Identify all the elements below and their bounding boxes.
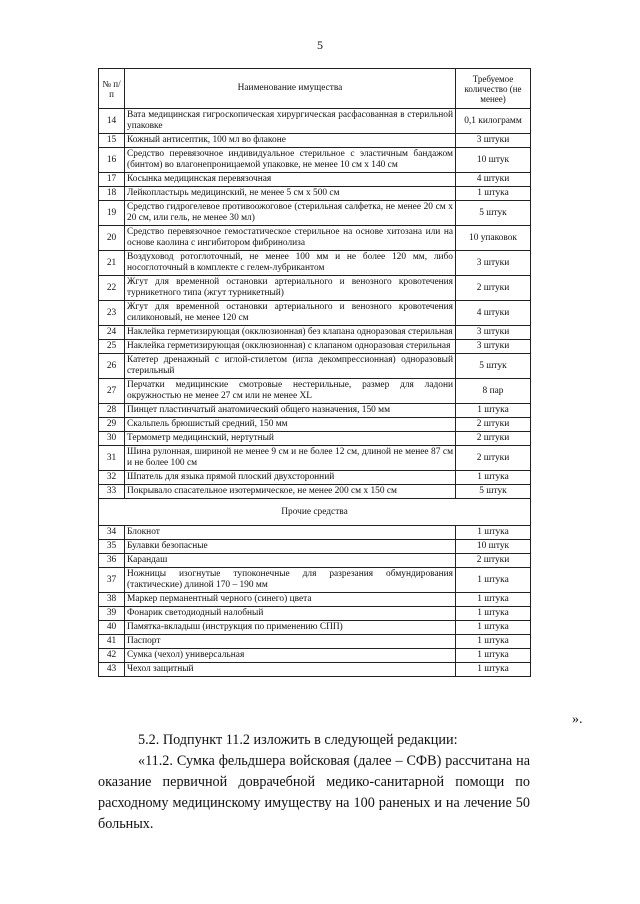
section-row	[99, 499, 531, 526]
table-body-other	[99, 526, 531, 677]
row-number: 34	[99, 526, 125, 540]
row-number: 23	[99, 301, 125, 326]
row-quantity: 5 штук	[456, 485, 531, 499]
row-quantity: 1 штука	[456, 649, 531, 663]
row-number: 42	[99, 649, 125, 663]
table-row	[99, 446, 531, 471]
table-row	[99, 621, 531, 635]
row-quantity: 2 штуки	[456, 276, 531, 301]
row-name: Наклейка герметизирующая (окклюзионная) с клапаном одноразовая стерильная	[125, 340, 456, 354]
row-quantity: 3 штуки	[456, 340, 531, 354]
row-name: Маркер перманентный черного (синего) цвета	[125, 593, 456, 607]
row-quantity: 1 штука	[456, 471, 531, 485]
row-quantity: 10 штук	[456, 540, 531, 554]
row-quantity: 1 штука	[456, 607, 531, 621]
row-quantity: 1 штука	[456, 635, 531, 649]
paragraph-5-2: 5.2. Подпункт 11.2 изложить в следующей редакции:	[138, 732, 458, 748]
row-quantity: 2 штуки	[456, 554, 531, 568]
row-number: 30	[99, 432, 125, 446]
table-row	[99, 379, 531, 404]
row-number: 39	[99, 607, 125, 621]
row-name: Вата медицинская гигроскопическая хирургическая расфасованная в стерильной упаковке	[125, 109, 456, 134]
table-row	[99, 173, 531, 187]
row-number: 19	[99, 201, 125, 226]
row-number: 32	[99, 471, 125, 485]
row-name: Наклейка герметизирующая (окклюзионная) без клапана одноразовая стерильная	[125, 326, 456, 340]
table-body-section	[99, 499, 531, 526]
row-quantity: 1 штука	[456, 526, 531, 540]
row-name: Паспорт	[125, 635, 456, 649]
row-name: Скальпель брюшистый средний, 150 мм	[125, 418, 456, 432]
row-quantity: 3 штуки	[456, 134, 531, 148]
row-number: 16	[99, 148, 125, 173]
paragraph-11-2: «11.2. Сумка фельдшера войсковая (далее – СФВ) рассчитана на оказание первичной доврачебной медико-санитарной помощи по расходному медицинскому имуществу на 100 раненых и на лечение 50 больных.	[98, 753, 530, 832]
row-quantity: 5 штук	[456, 354, 531, 379]
row-name: Карандаш	[125, 554, 456, 568]
row-quantity: 3 штуки	[456, 326, 531, 340]
table-row	[99, 432, 531, 446]
table-body-main	[99, 109, 531, 499]
row-name: Катетер дренажный с иглой-стилетом (игла декомпрессионная) одноразовый стерильный	[125, 354, 456, 379]
row-number: 14	[99, 109, 125, 134]
row-quantity: 1 штука	[456, 593, 531, 607]
table-row	[99, 251, 531, 276]
row-number: 22	[99, 276, 125, 301]
table-row	[99, 301, 531, 326]
header-qty: Требуемое количество (не менее)	[456, 69, 531, 109]
row-number: 24	[99, 326, 125, 340]
row-quantity: 2 штуки	[456, 446, 531, 471]
table-row	[99, 326, 531, 340]
row-number: 29	[99, 418, 125, 432]
table-row	[99, 201, 531, 226]
row-quantity: 1 штука	[456, 187, 531, 201]
table-row	[99, 134, 531, 148]
row-name: Воздуховод ротоглоточный, не менее 100 мм и не более 120 мм, либо носоглоточный в комплекте с гелем-лубрикантом	[125, 251, 456, 276]
row-name: Лейкопластырь медицинский, не менее 5 см х 500 см	[125, 187, 456, 201]
row-name: Шпатель для языка прямой плоский двухсторонний	[125, 471, 456, 485]
row-name: Шина рулонная, шириной не менее 9 см и не более 12 см, длиной не менее 87 см и не более 100 см	[125, 446, 456, 471]
row-name: Покрывало спасательное изотермическое, не менее 200 см х 150 см	[125, 485, 456, 499]
row-quantity: 1 штука	[456, 568, 531, 593]
table-row	[99, 607, 531, 621]
table-header-row	[99, 69, 531, 109]
row-name: Булавки безопасные	[125, 540, 456, 554]
table-row	[99, 187, 531, 201]
row-quantity: 4 штуки	[456, 301, 531, 326]
table-row	[99, 148, 531, 173]
table-row	[99, 635, 531, 649]
row-number: 40	[99, 621, 125, 635]
closing-quote: ».	[572, 712, 583, 727]
table-row	[99, 109, 531, 134]
row-name: Кожный антисептик, 100 мл во флаконе	[125, 134, 456, 148]
property-table	[98, 68, 531, 677]
row-name: Ножницы изогнутые тупоконечные для разрезания обмундирования (тактические) длиной 170 – 190 мм	[125, 568, 456, 593]
table-row	[99, 649, 531, 663]
row-number: 21	[99, 251, 125, 276]
table-row	[99, 340, 531, 354]
row-number: 37	[99, 568, 125, 593]
header-num: № п/п	[99, 69, 125, 109]
row-number: 43	[99, 663, 125, 677]
table-row	[99, 568, 531, 593]
table-row	[99, 418, 531, 432]
table-row	[99, 404, 531, 418]
row-quantity: 0,1 килограмм	[456, 109, 531, 134]
row-number: 35	[99, 540, 125, 554]
row-name: Пинцет пластинчатый анатомический общего назначения, 150 мм	[125, 404, 456, 418]
table-row	[99, 663, 531, 677]
table-row	[99, 485, 531, 499]
row-name: Косынка медицинская перевязочная	[125, 173, 456, 187]
row-name: Средство перевязочное индивидуальное стерильное с эластичным бандажом (бинтом) во влагонепроницаемой упаковке, не менее 10 см х 140 см	[125, 148, 456, 173]
row-number: 33	[99, 485, 125, 499]
row-number: 36	[99, 554, 125, 568]
row-number: 26	[99, 354, 125, 379]
table-row	[99, 540, 531, 554]
row-name: Термометр медицинский, нертутный	[125, 432, 456, 446]
table-row	[99, 593, 531, 607]
row-quantity: 8 пар	[456, 379, 531, 404]
page-number: 5	[317, 38, 323, 52]
row-quantity: 5 штук	[456, 201, 531, 226]
row-number: 25	[99, 340, 125, 354]
row-number: 20	[99, 226, 125, 251]
row-number: 28	[99, 404, 125, 418]
row-number: 41	[99, 635, 125, 649]
row-number: 15	[99, 134, 125, 148]
table-row	[99, 554, 531, 568]
row-name: Средство перевязочное гемостатическое стерильное на основе хитозана или на основе каолина с ингибитором фибринолиза	[125, 226, 456, 251]
row-number: 27	[99, 379, 125, 404]
row-number: 18	[99, 187, 125, 201]
row-name: Жгут для временной остановки артериального и венозного кровотечения турникетного типа (жгут турникетный)	[125, 276, 456, 301]
row-name: Чехол защитный	[125, 663, 456, 677]
table-row	[99, 471, 531, 485]
row-number: 17	[99, 173, 125, 187]
row-quantity: 2 штуки	[456, 418, 531, 432]
row-number: 31	[99, 446, 125, 471]
table-row	[99, 526, 531, 540]
table-row	[99, 276, 531, 301]
row-quantity: 1 штука	[456, 663, 531, 677]
section-title: Прочие средства	[99, 499, 531, 526]
row-number: 38	[99, 593, 125, 607]
row-name: Памятка-вкладыш (инструкция по применению СПП)	[125, 621, 456, 635]
row-name: Фонарик светодиодный налобный	[125, 607, 456, 621]
row-quantity: 3 штуки	[456, 251, 531, 276]
table-row	[99, 354, 531, 379]
row-name: Сумка (чехол) универсальная	[125, 649, 456, 663]
table-row	[99, 226, 531, 251]
row-name: Перчатки медицинские смотровые нестерильные, размер для ладони окружностью не менее 27 см или не менее XL	[125, 379, 456, 404]
row-quantity: 1 штука	[456, 404, 531, 418]
row-name: Жгут для временной остановки артериального и венозного кровотечения силиконовый, не менее 120 см	[125, 301, 456, 326]
row-quantity: 4 штуки	[456, 173, 531, 187]
row-quantity: 2 штуки	[456, 432, 531, 446]
row-quantity: 10 упаковок	[456, 226, 531, 251]
row-quantity: 1 штука	[456, 621, 531, 635]
row-quantity: 10 штук	[456, 148, 531, 173]
row-name: Блокнот	[125, 526, 456, 540]
row-name: Средство гидрогелевое противоожоговое (стерильная салфетка, не менее 20 см х 20 см, или гель, не менее 30 мл)	[125, 201, 456, 226]
header-name: Наименование имущества	[125, 69, 456, 109]
